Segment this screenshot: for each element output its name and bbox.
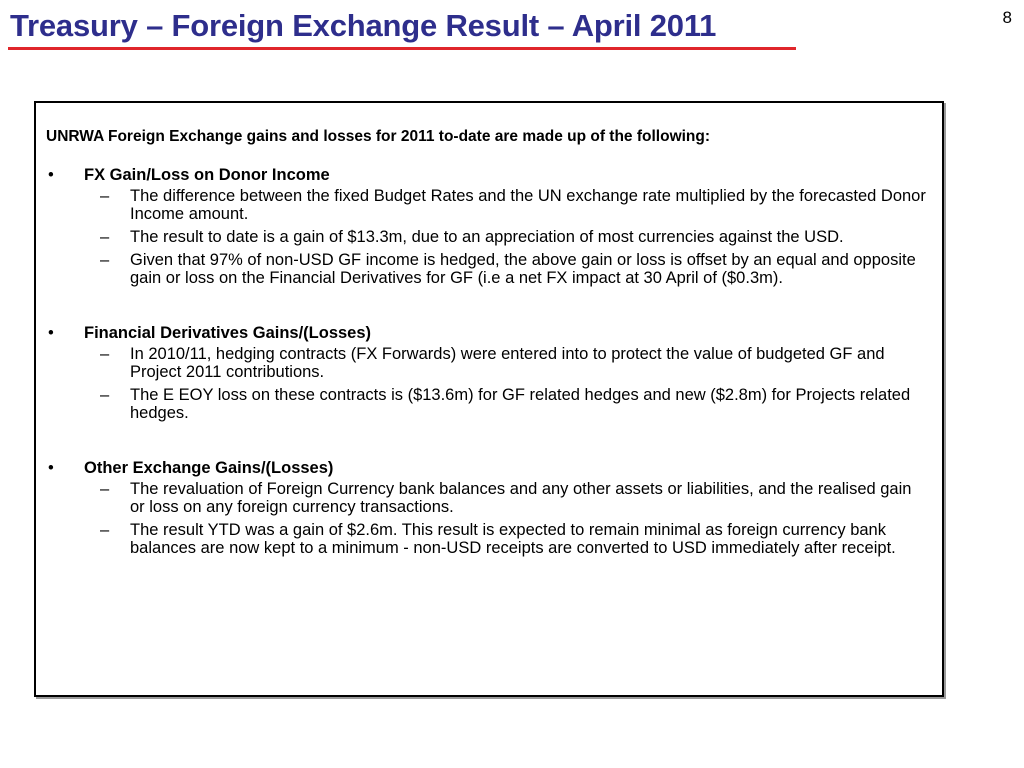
- dash-icon: –: [100, 521, 110, 539]
- sub-item: [46, 187, 932, 223]
- section-heading: [46, 458, 932, 478]
- bullet-icon: •: [48, 324, 54, 342]
- sub-item: [46, 386, 932, 422]
- bullet-icon: •: [48, 459, 54, 477]
- title-underline: [8, 47, 796, 50]
- sub-item-text: Given that 97% of non-USD GF income is hedged, the above gain or loss is offset by an equal and opposite gain or loss on the Financial Derivatives for GF (i.e a net FX impact at 30 April of ($0.3m).: [130, 251, 916, 287]
- sub-item-text: The difference between the fixed Budget Rates and the UN exchange rate multiplied by the forecasted Donor Income amount.: [130, 187, 926, 223]
- slide-title: Treasury – Foreign Exchange Result – April 2011: [10, 8, 717, 43]
- content-box: [34, 101, 944, 697]
- sub-item-text: In 2010/11, hedging contracts (FX Forwards) were entered into to protect the value of budgeted GF and Project 2011 contributions.: [130, 345, 885, 381]
- section-heading: [46, 323, 932, 343]
- sub-item: [46, 480, 932, 516]
- sub-item-text: The result to date is a gain of $13.3m, due to an appreciation of most currencies against the USD.: [130, 228, 844, 246]
- sub-item: [46, 228, 932, 246]
- section-heading: [46, 165, 932, 185]
- dash-icon: –: [100, 228, 110, 246]
- section-heading-text: Financial Derivatives Gains/(Losses): [84, 324, 372, 342]
- page-number: 8: [1002, 8, 1012, 27]
- bullet-icon: •: [48, 166, 54, 184]
- section-other-exchange: [46, 458, 932, 557]
- section-fx-donor-income: [46, 165, 932, 287]
- section-financial-derivatives: [46, 323, 932, 422]
- sub-item: [46, 521, 932, 557]
- section-heading-text: FX Gain/Loss on Donor Income: [84, 166, 330, 184]
- dash-icon: –: [100, 345, 110, 363]
- sub-item-text: The revaluation of Foreign Currency bank balances and any other assets or liabilities, and the realised gain or loss on any foreign currency transactions.: [130, 480, 912, 516]
- dash-icon: –: [100, 251, 110, 269]
- dash-icon: –: [100, 386, 110, 404]
- section-heading-text: Other Exchange Gains/(Losses): [84, 459, 334, 477]
- dash-icon: –: [100, 480, 110, 498]
- intro-text: UNRWA Foreign Exchange gains and losses for 2011 to-date are made up of the following:: [46, 128, 711, 145]
- sub-item-text: The E EOY loss on these contracts is ($13.6m) for GF related hedges and new ($2.8m) for Projects related hedges.: [130, 386, 911, 422]
- sub-item-text: The result YTD was a gain of $2.6m. This result is expected to remain minimal as foreign currency bank balances are now kept to a minimum - non-USD receipts are converted to USD immediately after receipt.: [130, 521, 896, 557]
- sub-item: [46, 251, 932, 287]
- dash-icon: –: [100, 187, 110, 205]
- sub-item: [46, 345, 932, 381]
